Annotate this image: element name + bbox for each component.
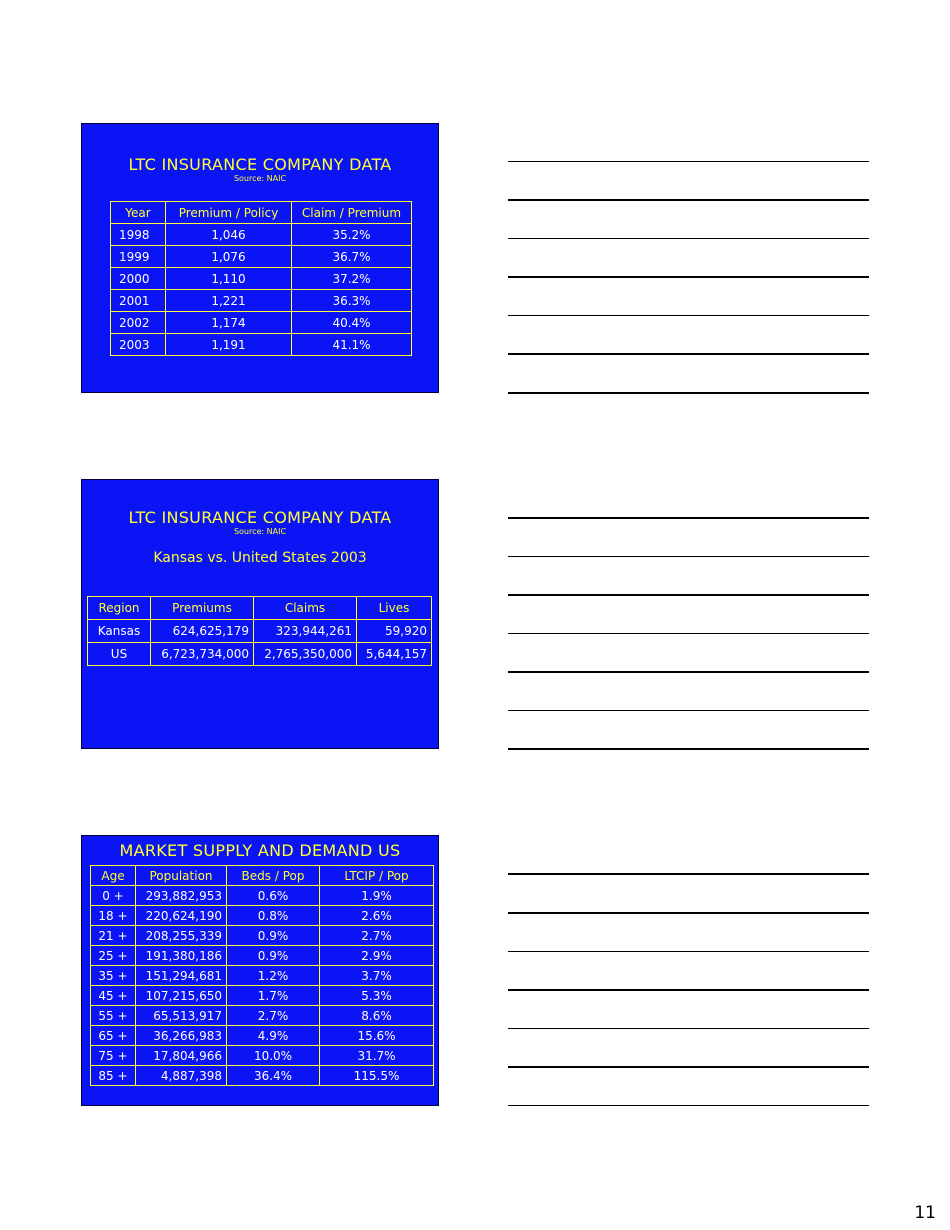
table-cell: 59,920 <box>357 620 432 643</box>
slide-market-supply-demand <box>81 835 439 1106</box>
table-row <box>111 246 412 268</box>
table-cell: 21 + <box>91 926 136 946</box>
table-cell: 323,944,261 <box>254 620 357 643</box>
table-cell: 1.7% <box>227 986 320 1006</box>
table-cell: 115.5% <box>320 1066 434 1086</box>
table-cell: 55 + <box>91 1006 136 1026</box>
column-header: Premium / Policy <box>166 202 292 224</box>
table-cell: 2.7% <box>320 926 434 946</box>
note-line <box>508 912 869 914</box>
slide-ltc-company-data <box>81 123 439 393</box>
table-cell: 18 + <box>91 906 136 926</box>
table-row <box>91 946 434 966</box>
column-header: Region <box>88 597 151 620</box>
table-cell: 36.4% <box>227 1066 320 1086</box>
table-cell: 107,215,650 <box>136 986 227 1006</box>
note-line <box>508 1028 869 1029</box>
table-row <box>91 1066 434 1086</box>
table-cell: 2002 <box>111 312 166 334</box>
note-line <box>508 556 869 557</box>
note-line <box>508 315 869 316</box>
table-cell: 151,294,681 <box>136 966 227 986</box>
table-row <box>91 986 434 1006</box>
table-cell: 0.9% <box>227 946 320 966</box>
table-cell: 36.3% <box>292 290 412 312</box>
note-line <box>508 633 869 634</box>
table-cell: 208,255,339 <box>136 926 227 946</box>
region-comparison-table <box>87 596 432 666</box>
table-cell: 1,046 <box>166 224 292 246</box>
table-cell: 1,191 <box>166 334 292 356</box>
table-cell: 0.8% <box>227 906 320 926</box>
table-cell: 2.7% <box>227 1006 320 1026</box>
table-cell: 191,380,186 <box>136 946 227 966</box>
slide-title: MARKET SUPPLY AND DEMAND US <box>119 841 401 860</box>
table-cell: 220,624,190 <box>136 906 227 926</box>
table-cell: 1999 <box>111 246 166 268</box>
note-line <box>508 238 869 239</box>
note-line <box>508 594 869 596</box>
table-cell: 4.9% <box>227 1026 320 1046</box>
column-header: Year <box>111 202 166 224</box>
table-cell: 2001 <box>111 290 166 312</box>
table-cell: 1,221 <box>166 290 292 312</box>
table-row <box>91 906 434 926</box>
table-cell: 15.6% <box>320 1026 434 1046</box>
table-cell: 40.4% <box>292 312 412 334</box>
column-header: Premiums <box>151 597 254 620</box>
note-line <box>508 353 869 355</box>
slide-source: Source: NAIC <box>233 527 287 536</box>
table-cell: 65,513,917 <box>136 1006 227 1026</box>
table-cell: 2,765,350,000 <box>254 643 357 666</box>
table-cell: 293,882,953 <box>136 886 227 906</box>
table-cell: US <box>88 643 151 666</box>
table-cell: 10.0% <box>227 1046 320 1066</box>
table-row <box>111 268 412 290</box>
note-line <box>508 989 869 991</box>
table-cell: 45 + <box>91 986 136 1006</box>
table-row <box>91 886 434 906</box>
column-header: LTCIP / Pop <box>320 866 434 886</box>
table-cell: 1998 <box>111 224 166 246</box>
note-line <box>508 161 869 162</box>
table-cell: 5.3% <box>320 986 434 1006</box>
table-row <box>91 926 434 946</box>
table-cell: 65 + <box>91 1026 136 1046</box>
column-header: Claim / Premium <box>292 202 412 224</box>
table-cell: 2.9% <box>320 946 434 966</box>
note-line <box>508 710 869 711</box>
table-cell: 41.1% <box>292 334 412 356</box>
table-header-row <box>111 202 412 224</box>
age-population-table <box>90 865 434 1086</box>
table-row <box>88 643 432 666</box>
table-cell: 0.6% <box>227 886 320 906</box>
table-cell: 25 + <box>91 946 136 966</box>
table-row <box>91 1006 434 1026</box>
table-cell: 36,266,983 <box>136 1026 227 1046</box>
table-cell: 1.9% <box>320 886 434 906</box>
table-cell: 2.6% <box>320 906 434 926</box>
table-cell: 36.7% <box>292 246 412 268</box>
table-row <box>111 312 412 334</box>
note-line <box>508 1066 869 1068</box>
table-cell: 0 + <box>91 886 136 906</box>
note-line <box>508 671 869 673</box>
table-cell: 1,076 <box>166 246 292 268</box>
table-row <box>91 1026 434 1046</box>
table-cell: 31.7% <box>320 1046 434 1066</box>
table-cell: 17,804,966 <box>136 1046 227 1066</box>
note-line <box>508 951 869 952</box>
table-cell: 5,644,157 <box>357 643 432 666</box>
table-cell: 1.2% <box>227 966 320 986</box>
table-row <box>111 334 412 356</box>
note-line <box>508 1105 869 1106</box>
table-cell: 2003 <box>111 334 166 356</box>
table-row <box>111 290 412 312</box>
table-cell: 35.2% <box>292 224 412 246</box>
table-cell: 4,887,398 <box>136 1066 227 1086</box>
note-line <box>508 517 869 519</box>
note-line <box>508 392 869 394</box>
slide-kansas-vs-us <box>81 479 439 749</box>
table-cell: 3.7% <box>320 966 434 986</box>
page-number: 11 <box>914 1203 936 1223</box>
table-row <box>91 1046 434 1066</box>
column-header: Age <box>91 866 136 886</box>
table-cell: 624,625,179 <box>151 620 254 643</box>
slide-title: LTC INSURANCE COMPANY DATA <box>128 508 392 527</box>
table-header-row <box>91 866 434 886</box>
column-header: Population <box>136 866 227 886</box>
note-line <box>508 199 869 201</box>
table-cell: 2000 <box>111 268 166 290</box>
premium-claim-table <box>110 201 412 356</box>
table-row <box>91 966 434 986</box>
table-cell: 0.9% <box>227 926 320 946</box>
table-cell: 35 + <box>91 966 136 986</box>
note-line <box>508 873 869 875</box>
table-cell: 1,110 <box>166 268 292 290</box>
slide-source: Source: NAIC <box>233 174 287 183</box>
column-header: Claims <box>254 597 357 620</box>
column-header: Beds / Pop <box>227 866 320 886</box>
table-cell: 1,174 <box>166 312 292 334</box>
note-line <box>508 748 869 750</box>
column-header: Lives <box>357 597 432 620</box>
table-cell: 37.2% <box>292 268 412 290</box>
table-cell: Kansas <box>88 620 151 643</box>
table-row <box>111 224 412 246</box>
slide-title: LTC INSURANCE COMPANY DATA <box>128 155 392 174</box>
table-cell: 85 + <box>91 1066 136 1086</box>
table-cell: 75 + <box>91 1046 136 1066</box>
table-cell: 6,723,734,000 <box>151 643 254 666</box>
table-row <box>88 620 432 643</box>
table-cell: 8.6% <box>320 1006 434 1026</box>
slide-subtitle: Kansas vs. United States 2003 <box>153 550 367 566</box>
table-header-row <box>88 597 432 620</box>
note-line <box>508 276 869 278</box>
